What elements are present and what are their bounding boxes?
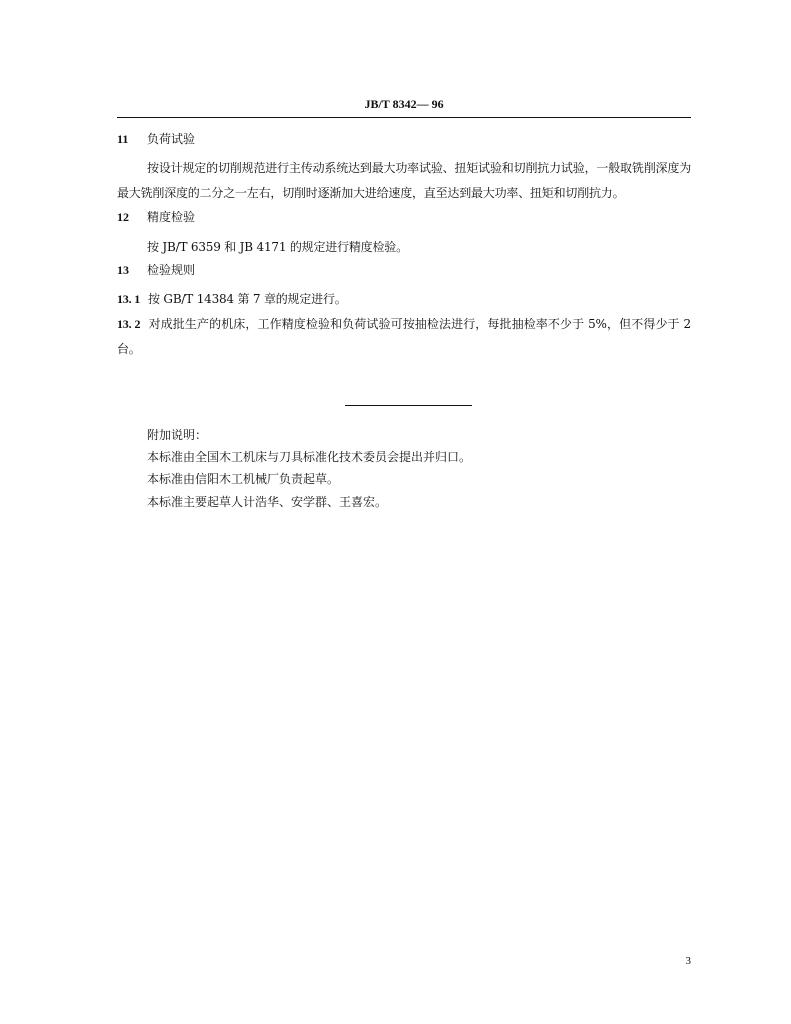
end-rule — [345, 405, 472, 406]
note-line: 本标准由全国木工机床与刀具标准化技术委员会提出并归口。 — [147, 450, 472, 464]
section-number: 11 — [117, 132, 129, 146]
section-12-heading — [117, 209, 195, 225]
section-title: 检验规则 — [147, 263, 196, 277]
clause-13-1 — [117, 287, 691, 312]
section-number: 12 — [117, 210, 129, 224]
note-line: 本标准主要起草人计浩华、安学群、王喜宏。 — [147, 495, 388, 509]
notes-title: 附加说明： — [147, 428, 208, 442]
section-13-heading — [117, 262, 195, 278]
section-11-heading — [117, 131, 195, 147]
clause-13-2 — [117, 312, 691, 362]
clause-number: 13. 1 — [117, 292, 141, 306]
header-rule — [117, 117, 691, 118]
page-number: 3 — [685, 955, 691, 967]
document-code: JB/T 8342— 96 — [364, 97, 444, 111]
section-title: 负荷试验 — [147, 132, 196, 146]
clause-text: 对成批生产的机床，工作精度检验和负荷试验可按抽检法进行，每批抽检率不少于 5%，但不得少于 2 台。 — [117, 317, 691, 356]
section-11-paragraph: 按设计规定的切削规范进行主传动系统达到最大功率试验、扭矩试验和切削抗力试验，一般取铣削深度为最大铣削深度的二分之一左右，切削时逐渐加大进给速度，直至达到最大功率、扭矩和切削抗力。 — [117, 161, 691, 200]
clause-text: 按 GB/T 14384 第 7 章的规定进行。 — [148, 292, 347, 306]
section-12-paragraph: 按 JB/T 6359 和 JB 4171 的规定进行精度检验。 — [147, 240, 408, 254]
section-number: 13 — [117, 263, 129, 277]
page-header — [117, 97, 691, 117]
clause-number: 13. 2 — [117, 317, 141, 331]
note-line: 本标准由信阳木工机械厂负责起草。 — [147, 472, 340, 486]
section-title: 精度检验 — [147, 210, 196, 224]
